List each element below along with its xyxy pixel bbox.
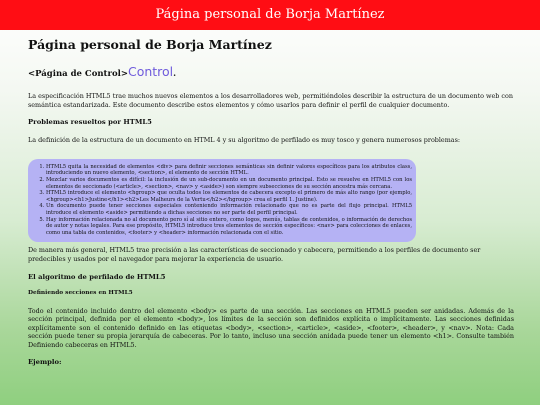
intro-paragraph: La especificación HTML5 trae muchos nuevos elementos a los desarrolladores web, permitiéndoles describir la estructura de un documento web con semántica estandarizada. Este documento describe estos elementos y cómo usarlos para definir el perfil de cualquier documento. [28, 92, 513, 109]
list-item: 1. HTML5 quita la necesidad de elementos <div> para definir secciones semánticas sin definir valores específicos para los atributos class, introduciendo un nuevo elemento, <section>, el elemento de sección HTML. [46, 164, 412, 177]
control-link[interactable]: Control [127, 64, 174, 79]
problems-list [32, 164, 412, 237]
page-header-bar [0, 0, 540, 30]
problems-list-box [28, 159, 416, 243]
control-line [28, 65, 514, 81]
example-heading: Ejemplo: [28, 358, 62, 367]
defining-sections-heading: Definiendo secciones en HTML5 [28, 289, 133, 296]
page-title: Página personal de Borja Martínez [28, 37, 272, 52]
problems-heading: Problemas resueltos por HTML5 [28, 118, 152, 127]
control-dot: . [173, 69, 177, 79]
header-title: Página personal de Borja Martínez [155, 7, 385, 22]
problems-paragraph: La definición de la estructura de un documento en HTML 4 y su algoritmo de perfilado es muy tosco y genera numerosos problemas: [28, 136, 461, 145]
list-item: 3. HTML5 introduce el elemento <hgroup> que oculta todos los elementos de cabecera excepto el primero de más alto rango (por ejemplo, <hgroup><h1>Justine</h1><h2>Les Malheurs de la Vertu</h2></hgroup> crea el perfil 1. Justine). [46, 190, 412, 203]
conclusion-paragraph: De manera más general, HTML5 trae precisión a las características de seccionado y cabecera, permitiendo a los perfiles de documento ser predecibles y usados por el navegador para mejorar la experiencia de usuario. [28, 246, 481, 263]
main-content [28, 36, 514, 367]
algorithm-heading: El algoritmo de perfilado de HTML5 [28, 272, 166, 281]
list-item: 2. Mezclar varios documentos es difícil: la inclusión de un sub-documento en un documento principal. Esto se resuelve en HTML5 con los elementos de seccionado (<article>, <section>, <nav> y <aside>) son siempre subsecciones de su sección ancestra más cercana. [46, 177, 412, 190]
defining-sections-paragraph: Todo el contenido incluido dentro del elemento <body> es parte de una sección. Las secciones en HTML5 pueden ser anidadas. Además de la sección principal, definida por el elemento <body>, los límites de la sección son definidos explícita o implícitamente. Las secciones definidas explícitamente son el contenido definido en las etiquetas <body>, <section>, <article>, <aside>, <footer>, <header>, y <nav>. Nota: Cada sección puede tener su propia jerarquía de cabeceras. Por lo tanto, incluso una sección anidada puede tener un elemento <h1>. Consulte también Definiendo cabeceras en HTML5. [28, 306, 514, 349]
list-item: 4. Un documento puede tener secciones especiales conteniendo información relacionado que no es parte del flujo principal. HTML5 introduce el elemento <aside> permitiendo a dichas secciones no ser parte del perfil principal. [46, 203, 412, 216]
control-label: <Página de Control> [28, 69, 128, 79]
list-item: 5. Hay información relacionada no al documento pero sí al sitio entero, como logos, menús, tablas de contenidos, o información de derechos de autor y notas legales. Para ese propósito, HTML5 introduce tres elementos de sección específicos: <nav> para colecciones de enlaces, como una tabla de contenidos, <footer> y <header> información relacionada con el sitio. [46, 217, 412, 237]
